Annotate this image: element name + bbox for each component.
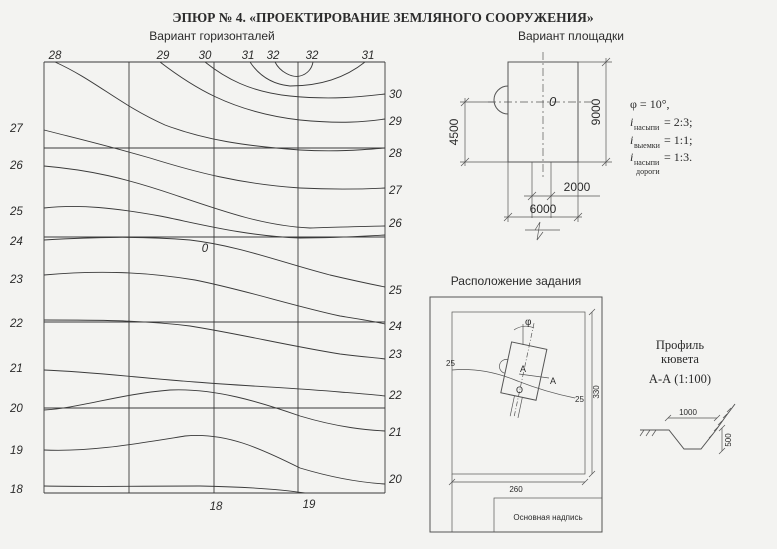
param-embankment-sub: насыпи (634, 123, 660, 132)
param-road-var: i (630, 150, 634, 164)
contour-21 (44, 370, 385, 396)
contour-grid (44, 62, 385, 493)
layout-outer-frame (430, 297, 602, 532)
layout-phi-mark: φ (525, 317, 532, 328)
param-road-sub2: дороги (636, 167, 660, 176)
layout-contour-label-left: 25 (446, 359, 455, 368)
site-caption: Вариант площадки (518, 29, 624, 43)
contour-lines (44, 62, 385, 493)
layout-contour-label-right: 25 (575, 395, 584, 404)
right-label-22: 22 (389, 390, 402, 402)
profile-caption-2: кювета (661, 352, 699, 366)
layout-section-line (519, 374, 549, 378)
contour-31a (250, 62, 365, 86)
contour-map (9, 29, 402, 513)
left-label-22: 22 (10, 318, 23, 330)
profile-dim-500-text: 500 (724, 433, 733, 447)
contour-20 (44, 390, 385, 431)
dim-9000-text: 9000 (589, 98, 603, 126)
site-variant (447, 29, 624, 240)
right-label-30: 30 (389, 89, 402, 101)
left-label-19: 19 (10, 445, 23, 457)
left-label-26: 26 (10, 160, 23, 172)
contour-25a (44, 206, 385, 238)
site-center-mark: 0 (549, 94, 557, 109)
contour-caption: Вариант горизонталей (149, 29, 275, 43)
right-label-23: 23 (389, 349, 402, 361)
left-label-18: 18 (10, 484, 23, 496)
task-layout (430, 274, 602, 532)
left-label-20: 20 (10, 403, 23, 415)
top-label-32a: 32 (266, 50, 280, 62)
parameters (630, 97, 692, 176)
top-label-32b: 32 (305, 50, 319, 62)
layout-road-right (518, 397, 522, 418)
left-label-27: 27 (10, 123, 23, 135)
profile-caption-1: Профиль (655, 338, 705, 352)
layout-stamp-label: Основная надпись (513, 513, 583, 522)
layout-caption: Расположение задания (450, 274, 582, 288)
layout-dim-330-text: 330 (592, 385, 601, 399)
bottom-label-19: 19 (302, 499, 316, 511)
dim-4500-text: 4500 (447, 118, 461, 146)
top-label-31: 31 (241, 50, 255, 62)
right-label-28: 28 (389, 148, 402, 160)
layout-dim-260-text: 260 (509, 485, 523, 494)
contour-22 (44, 320, 385, 359)
contour-23 (44, 272, 385, 324)
param-embankment-val: = 2:3; (664, 115, 693, 129)
left-label-23: 23 (10, 274, 23, 286)
top-label-30: 30 (198, 50, 212, 62)
right-label-20: 20 (389, 474, 402, 486)
sheet-title: ЭПЮР № 4. «ПРОЕКТИРОВАНИЕ ЗЕМЛЯНОГО СООРУЖЕНИЯ» (172, 10, 594, 25)
dim-2000-text: 2000 (563, 180, 591, 194)
right-label-26: 26 (389, 218, 402, 230)
contour-18 (44, 486, 305, 493)
param-cut-var: i (630, 133, 634, 147)
bottom-label-18: 18 (209, 501, 223, 513)
right-label-29: 29 (389, 116, 402, 128)
left-label-25: 25 (10, 206, 23, 218)
left-label-24: 24 (10, 236, 23, 248)
contour-center-mark: 0 (201, 243, 209, 255)
layout-road-left (510, 396, 514, 417)
param-cut-sub: выемки (634, 141, 660, 150)
left-label-21: 21 (10, 363, 23, 375)
param-road-sub1: насыпи (634, 158, 660, 167)
profile-dim-1000-text: 1000 (679, 408, 697, 417)
road-break-mark (535, 222, 543, 240)
profile-caption-3: А-А (1:100) (648, 372, 712, 386)
top-label-29: 29 (156, 50, 170, 62)
right-label-24: 24 (389, 321, 402, 333)
top-label-28: 28 (48, 50, 62, 62)
dim-6000-text: 6000 (529, 202, 557, 216)
layout-point-a2: A (550, 376, 557, 386)
param-embankment-var: i (630, 115, 634, 129)
right-label-27: 27 (389, 185, 402, 197)
contour-19 (44, 435, 385, 484)
layout-point-a: A (520, 364, 527, 374)
param-phi: φ = 10°, (630, 97, 670, 111)
ditch-profile (640, 338, 735, 454)
param-road-val: = 1:3. (664, 150, 693, 164)
contour-32 (275, 62, 313, 76)
param-cut-val: = 1:1; (664, 133, 693, 147)
layout-point-o: O (516, 385, 524, 395)
contour-24 (44, 237, 385, 287)
right-label-25: 25 (389, 285, 402, 297)
right-label-21: 21 (389, 427, 402, 439)
contour-28 (55, 62, 385, 151)
site-bulge (494, 86, 508, 114)
top-label-31b: 31 (361, 50, 375, 62)
layout-contour-25 (452, 369, 575, 398)
